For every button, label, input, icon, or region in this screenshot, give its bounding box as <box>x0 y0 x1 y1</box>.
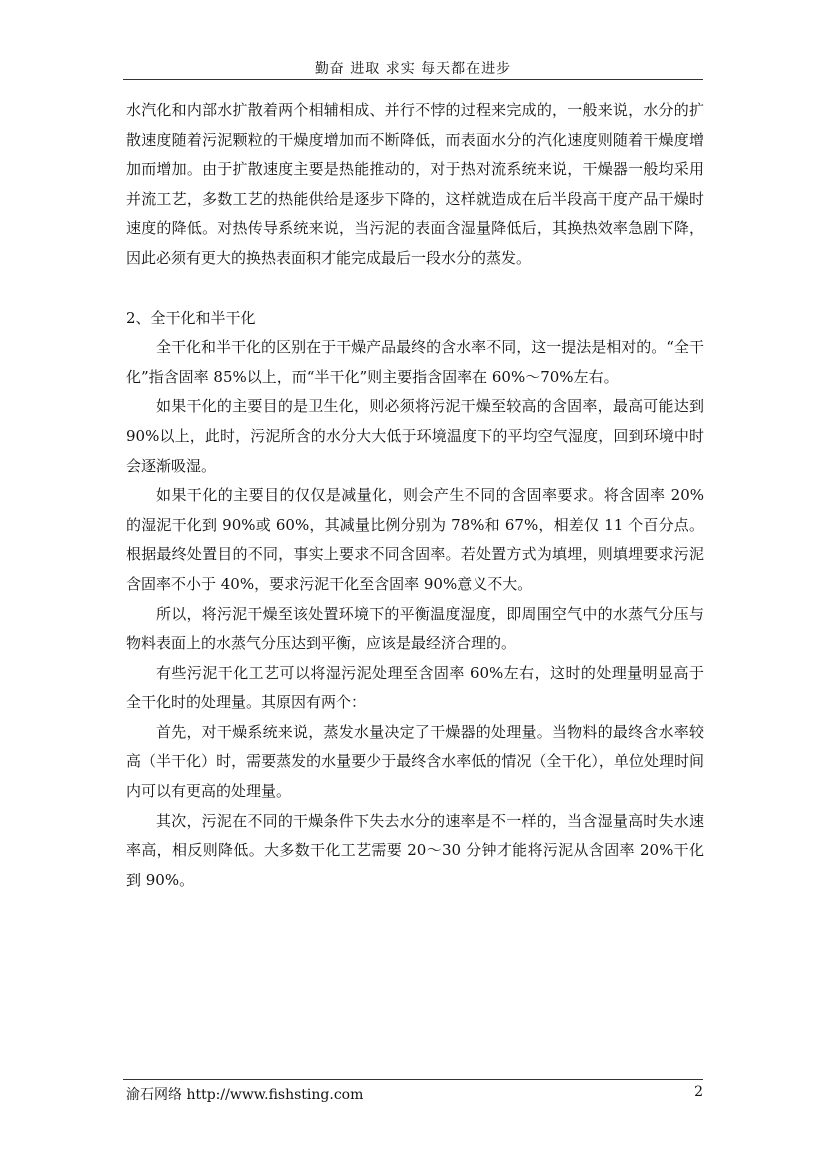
body-paragraph-continued: 水汽化和内部水扩散着两个相辅相成、并行不悖的过程来完成的，一般来说，水分的扩散速度随着污泥颗粒的干燥度增加而不断降低，而表面水分的汽化速度则随着干燥度增加而增加。由于扩散速度主要是热能推动的，对于热对流系统来说，干燥器一般均采用并流工艺，多数工艺的热能供给是逐步下降的，这样就造成在后半段高干度产品干燥时速度的降低。对热传导系统来说，当污泥的表面含湿量降低后，其换热效率急剧下降，因此必须有更大的换热表面积才能完成最后一段水分的蒸发。 <box>126 101 704 267</box>
body-paragraph: 所以，将污泥干燥至该处置环境下的平衡温度湿度，即周围空气中的水蒸气分压与物料表面上的水蒸气分压达到平衡，应该是最经济合理的。 <box>126 604 704 653</box>
section-spacer <box>126 274 704 304</box>
body-paragraph: 首先，对干燥系统来说，蒸发水量决定了干燥器的处理量。当物料的最终含水率较高（半干化）时，需要蒸发的水量要少于最终含水率低的情况（全干化），单位处理时间内可以有更高的处理量。 <box>126 722 704 801</box>
body-paragraph: 其次，污泥在不同的干燥条件下失去水分的速率是不一样的，当含湿量高时失水速率高，相反则降低。大多数干化工艺需要 20～30 分钟才能将污泥从含固率 20%干化到 90%。 <box>126 811 704 889</box>
body-paragraph: 如果干化的主要目的仅仅是减量化，则会产生不同的含固率要求。将含固率 20%的湿泥干化到 90%或 60%，其减量比例分别为 78%和 67%，相差仅 11 个百分点。根据最终处置目的不同，事实上要求不同含固率。若处置方式为填埋，则填埋要求污泥含固率不小于 40%，要求污泥干化至含固率 90%意义不大。 <box>126 486 704 593</box>
document-body <box>126 96 704 895</box>
section-heading: 2、全干化和半干化 <box>126 308 256 327</box>
header-divider <box>123 79 703 80</box>
body-paragraph: 全干化和半干化的区别在于干燥产品最终的含水率不同，这一提法是相对的。“全干化”指含固率 85%以上，而“半干化”则主要指含固率在 60%～70%左右。 <box>126 338 704 386</box>
footer-divider <box>123 1079 703 1080</box>
page-footer <box>126 1084 703 1104</box>
page-header-motto: 勤奋 进取 求实 每天都在进步 <box>314 61 512 77</box>
body-paragraph: 有些污泥干化工艺可以将湿污泥处理至含固率 60%左右，这时的处理量明显高于全干化时的处理量。其原因有两个： <box>126 663 704 712</box>
footer-source: 渝石网络 http://www.fishsting.com <box>126 1087 364 1103</box>
body-paragraph: 如果干化的主要目的是卫生化，则必须将污泥干燥至较高的含固率，最高可能达到 90%以上，此时，污泥所含的水分大大低于环境温度下的平均空气湿度，回到环境中时会逐渐吸湿。 <box>126 397 704 475</box>
page-number: 2 <box>694 1084 703 1100</box>
